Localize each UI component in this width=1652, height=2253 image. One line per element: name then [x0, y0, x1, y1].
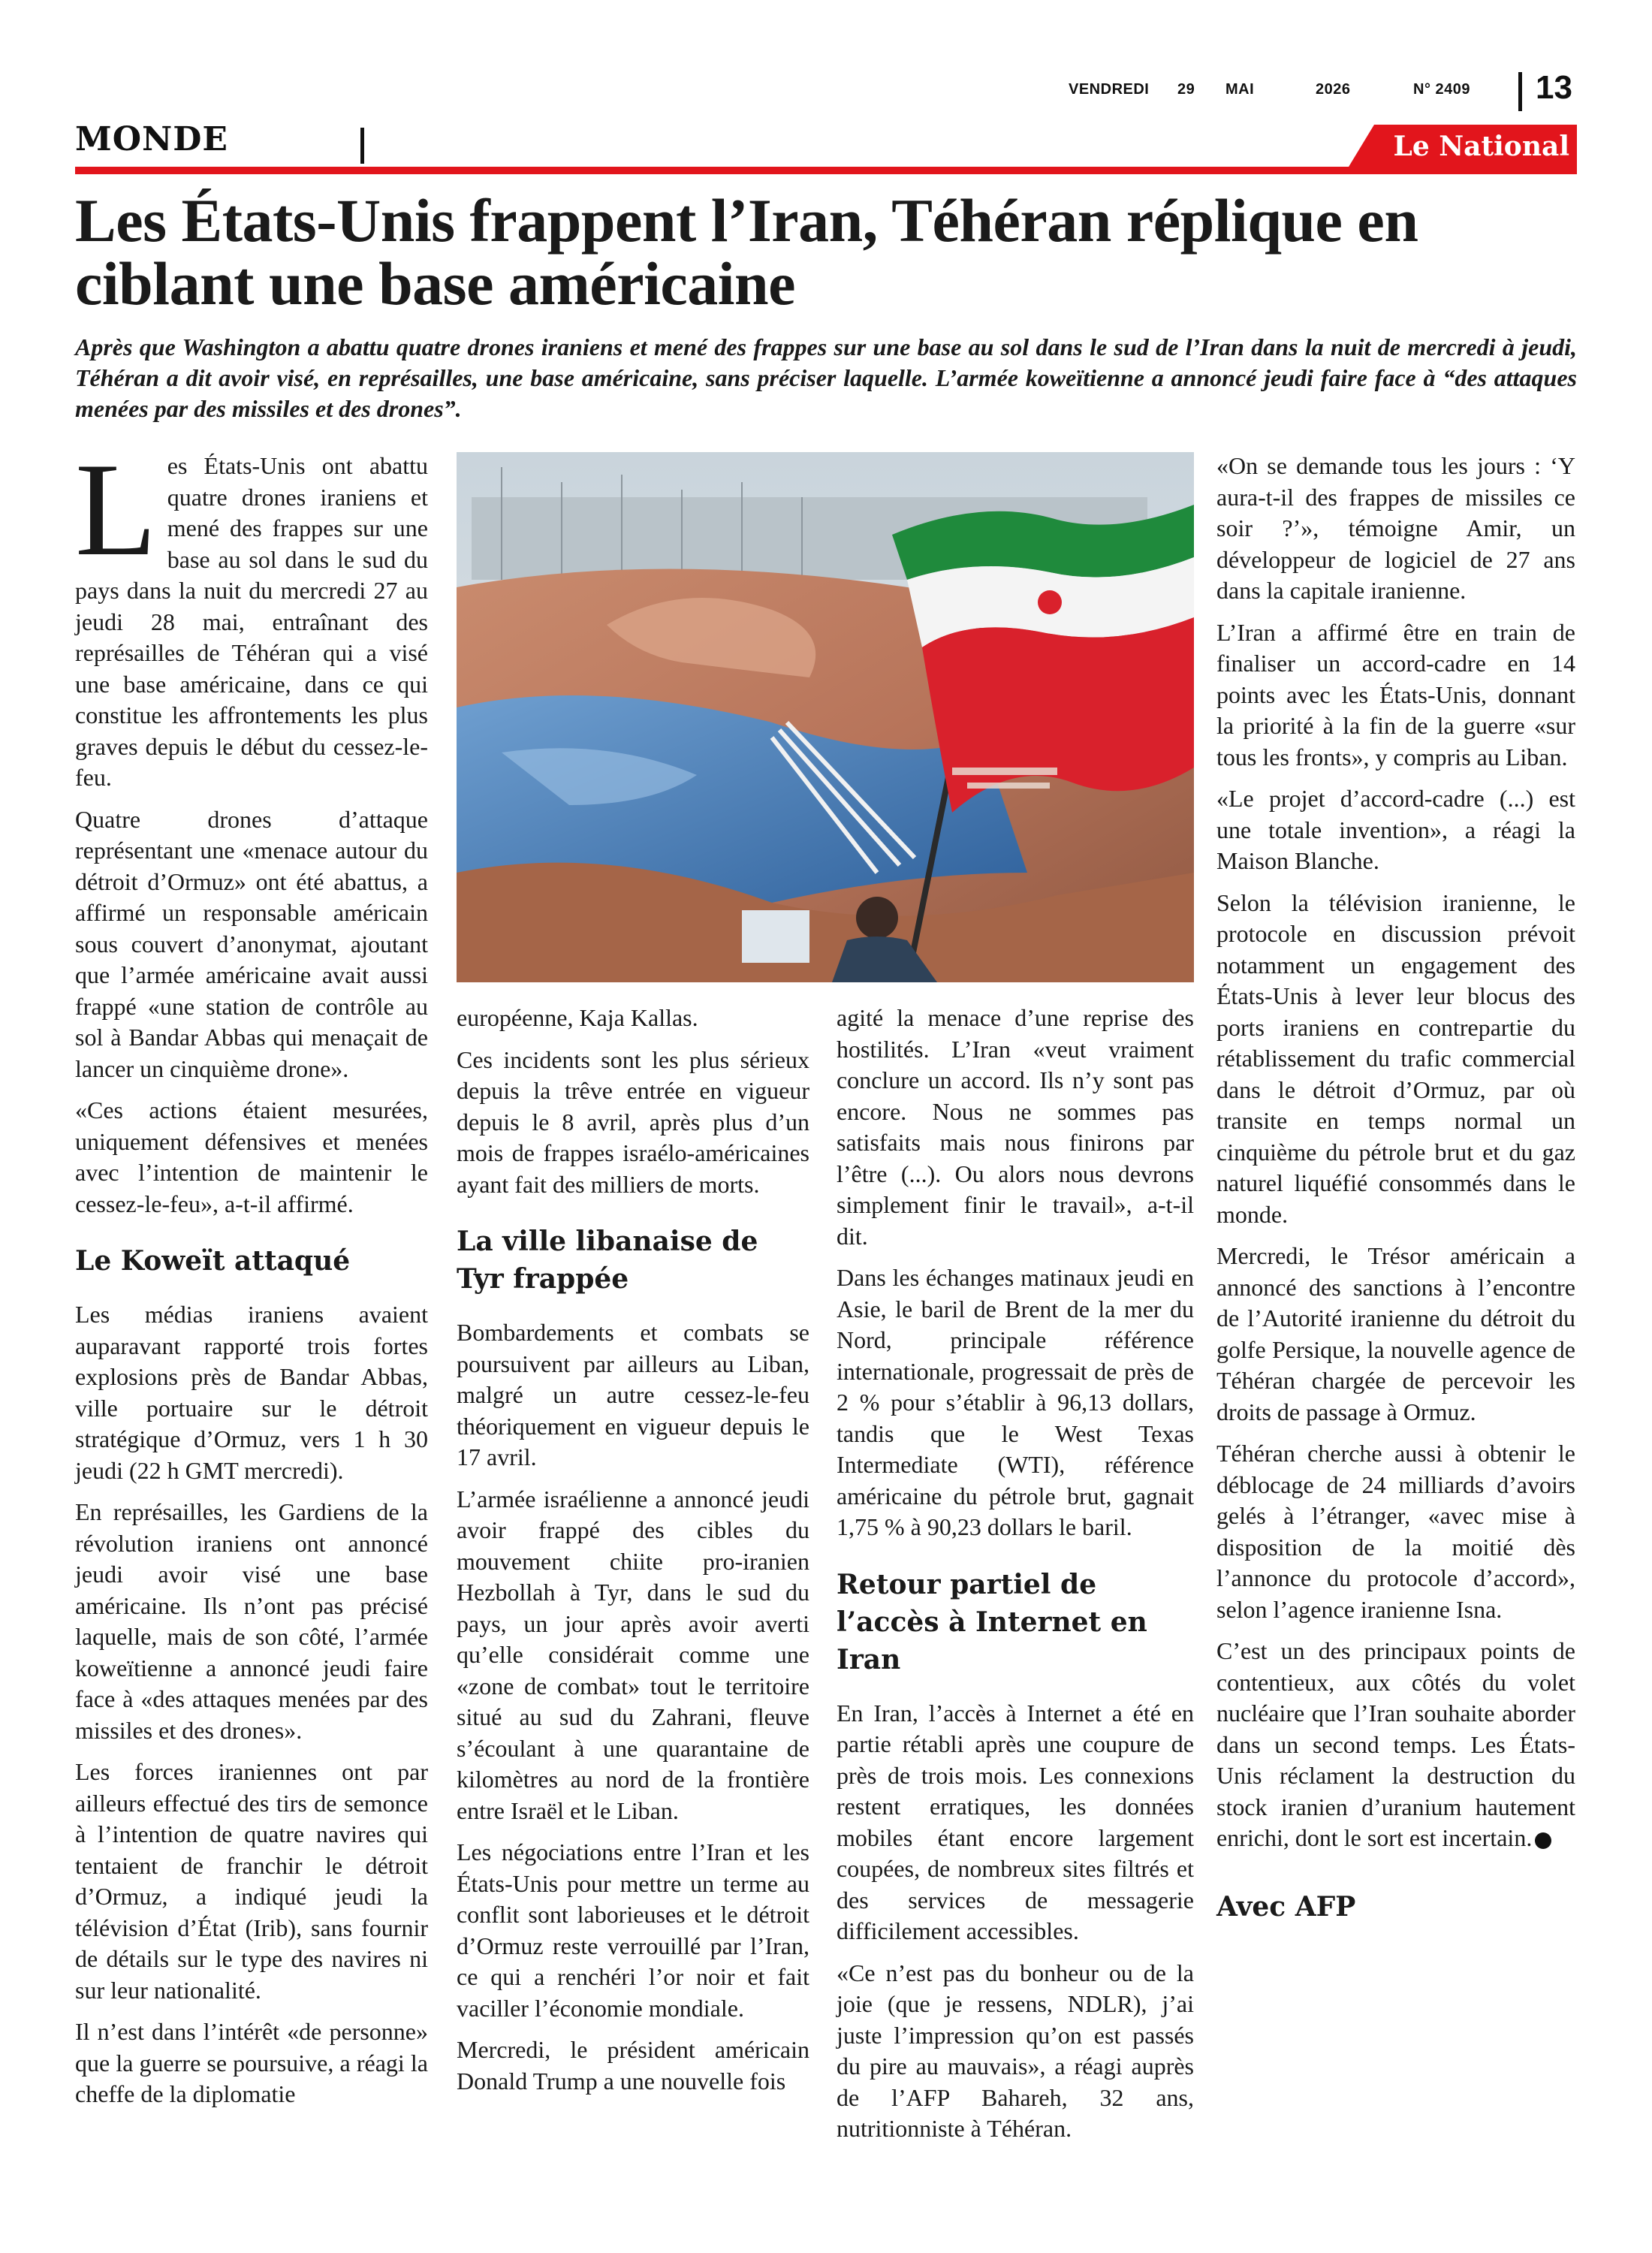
paragraph: Les forces iraniennes ont par ailleurs effectué des tirs de semonce à l’intention de quatre navires qui tentaient de franchir le détroit d’Ormuz, a indiqué jeudi la télévision d’État (Irib), sans fournir de détails sur le type des navires ni sur leur nationalité. [75, 1758, 428, 2004]
header-month: MAI [1225, 81, 1255, 98]
paragraph: Dans les échanges matinaux jeudi en Asie, le baril de Brent de la mer du Nord, principale référence internationale, progressait de près de 2 % pour s’établir à 96,13 dollars, tandis que le West Texas Intermediate (WTI), référence américaine du pétrole brut, gagnait 1,75 % à 90,23 dollars le baril. [837, 1264, 1194, 1540]
paragraph: En Iran, l’accès à Internet a été en partie rétabli après une coupure de près de trois mois. Les connexions restent erratiques, les données mobiles étant encore largement coupées, de nombreux sites filtrés et des services de messagerie difficilement accessibles. [837, 1699, 1194, 1944]
end-of-article-mark [1535, 1832, 1551, 1849]
paragraph: Quatre drones d’attaque représentant une «menace autour du détroit d’Ormuz» ont été abattus, a affirmé un responsable américain sous couvert d’anonymat, ajoutant que l’armée américaine avait aussi frappé «une station de contrôle au sol à Bandar Abbas qui menaçait de lancer un cinquième drone». [75, 805, 428, 1082]
paragraph: Ces incidents sont les plus sérieux depuis la trêve entrée en vigueur depuis le 8 avril, après plus d’un mois de frappes israélo-américaines ayant fait des milliers de morts. [457, 1045, 809, 1198]
paragraph: Les États-Unis ont abattu quatre drones iraniens et mené des frappes sur une base au sol dans le sud du pays dans la nuit du mercredi 27 au jeudi 28 mai, entraînant des représailles de Téhéran qui a visé une base américaine, dans ce qui constitue les affrontements les plus graves depuis le début du cessez-le-feu. [75, 435, 428, 791]
paragraph: Téhéran cherche aussi à obtenir le déblocage de 24 milliards d’avoirs gelés à l’étranger, «avec mise à disposition de la moitié dès l’annonce du protocole d’accord», selon l’agence iranienne Isna. [1216, 1440, 1575, 1623]
paragraph: Mercredi, le Trésor américain a annoncé des sanctions à l’encontre de l’Autorité iranienne du détroit du golfe Persique, la nouvelle agence de Téhéran chargée de percevoir les droits de passage à Ormuz. [1216, 1242, 1575, 1425]
subheading-internet: Retour partiel de l’accès à Internet en Iran [837, 1568, 1147, 1675]
paragraph: L’Iran a affirmé être en train de finaliser un accord-cadre en 14 points avec les États-Unis, donnant la priorité à la fin de la guerre «sur tous les fronts», y compris au Liban. [1216, 618, 1575, 771]
article-photo [457, 452, 1194, 982]
photo-illustration [457, 452, 1194, 982]
paragraph: L’armée israélienne a annoncé jeudi avoir frappé des cibles du mouvement chiite pro-iranien Hezbollah à Tyr, dans le sud du pays, un jour après avoir averti qu’elle considérait comme une «zone de combat» tout le territoire situé au sud du Zahrani, fleuve s’écoulant à une quarantaine de kilomètres au nord de la frontière entre Israël et le Liban. [457, 1485, 809, 1824]
paragraph: C’est un des principaux points de contentieux, aux côtés du volet nucléaire que l’Iran souhaite aborder dans un second temps. Les États-Unis réclament la destruction du stock iranien d’uranium hautement enrichi, dont le sort est incertain. [1216, 1637, 1575, 1851]
page-number: 13 [1536, 69, 1572, 106]
article-column-4 [1216, 451, 1575, 1933]
paragraph: Mercredi, le président américain Donald Trump a une nouvelle fois [457, 2036, 809, 2095]
paragraph: Les négociations entre l’Iran et les États-Unis pour mettre un terme au conflit sont laborieuses et le détroit d’Ormuz reste verrouillé par l’Iran, ce qui a renchéri l’or noir et fait vaciller l’économie mondiale. [457, 1838, 809, 2022]
section-divider [360, 128, 364, 164]
paragraph: Il n’est dans l’intérêt «de personne» que la guerre se poursuive, a réagi la cheffe de la diplomatie [75, 2018, 428, 2107]
page-number-divider [1518, 72, 1522, 111]
paragraph: En représailles, les Gardiens de la révolution iraniens ont annoncé jeudi avoir visé une base américaine. Ils n’ont pas précisé laquelle, mais de son côté, l’armée koweïtienne a annoncé jeudi faire face à «des attaques menées par des missiles et des drones». [75, 1498, 428, 1744]
paragraph: agité la menace d’une reprise des hostilités. L’Iran «veut vraiment conclure un accord. Ils n’y sont pas encore. Nous ne sommes pas satisfaits mais nous finirons par l’être (...). Ou alors nous devrons simplement finir le travail», a-t-il dit. [837, 1004, 1194, 1250]
article-standfirst: Après que Washington a abattu quatre drones iraniens et mené des frappes sur une base au sol dans le sud de l’Iran dans la nuit de mercredi à jeudi, Téhéran a dit avoir visé, en représailles, une base américaine, sans préciser laquelle. L’armée koweïtienne a annoncé jeudi faire face à “des attaques menées par des missiles et des drones”. [75, 333, 1577, 422]
section-label: MONDE [75, 120, 228, 158]
header-day: VENDREDI [1069, 81, 1150, 98]
paragraph: européenne, Kaja Kallas. [457, 1004, 698, 1031]
article-column-3 [837, 1003, 1194, 2155]
byline: Avec AFP [1216, 1890, 1356, 1923]
article-column-2 [457, 1003, 809, 2107]
paragraph: «On se demande tous les jours : ‘Y aura-t-il des frappes de missiles ce soir ?’», témoigne Amir, un développeur de logiciel de 27 ans dans la capitale iranienne. [1216, 452, 1575, 604]
paragraph: Les médias iraniens avaient auparavant rapporté trois fortes explosions près de Bandar Abbas, ville portuaire sur le détroit stratégique d’Ormuz, vers 1 h 30 jeudi (22 h GMT mercredi). [75, 1301, 428, 1484]
paragraph: «Le projet d’accord-cadre (...) est une totale invention», a réagi la Maison Blanche. [1216, 785, 1575, 874]
issue-number: N° 2409 [1413, 81, 1470, 98]
subheading-kuwait: Le Koweït attaqué [75, 1245, 351, 1277]
paragraph: Bombardements et combats se poursuivent par ailleurs au Liban, malgré un autre cessez-le-feu théoriquement en vigueur depuis le 17 avril. [457, 1319, 809, 1470]
article-title: Les États-Unis frappent l’Iran, Téhéran réplique en ciblant une base américaine [75, 186, 1418, 318]
header-year: 2026 [1316, 81, 1351, 98]
paragraph: «Ce n’est pas du bonheur ou de la joie (que je ressens, NDLR), j’ai juste l’impression qu’on est passés du pire au mauvais», a réagi auprès de l’AFP Bahareh, 32 ans, nutritionniste à Téhéran. [837, 1959, 1194, 2142]
subheading-tyr: La ville libanaise de Tyr frappée [457, 1226, 758, 1295]
article-column-1 [75, 435, 428, 2121]
paragraph: Selon la télévision iranienne, le protocole en discussion prévoit notamment un engagement des États-Unis à lever leur blocus des ports iraniens en contrepartie du rétablissement du trafic commercial dans le détroit d’Ormuz, par où transite en temps normal un cinquième du pétrole brut et du gaz naturel liquéfié consommés dans le monde. [1216, 888, 1575, 1228]
paragraph: «Ces actions étaient mesurées, uniquement défensives et menées avec l’intention de maintenir le cessez-le-feu», a-t-il affirmé. [75, 1096, 428, 1217]
header-date: 29 [1177, 81, 1195, 98]
drop-cap: L [75, 435, 157, 584]
newspaper-name: Le National [1393, 131, 1569, 162]
